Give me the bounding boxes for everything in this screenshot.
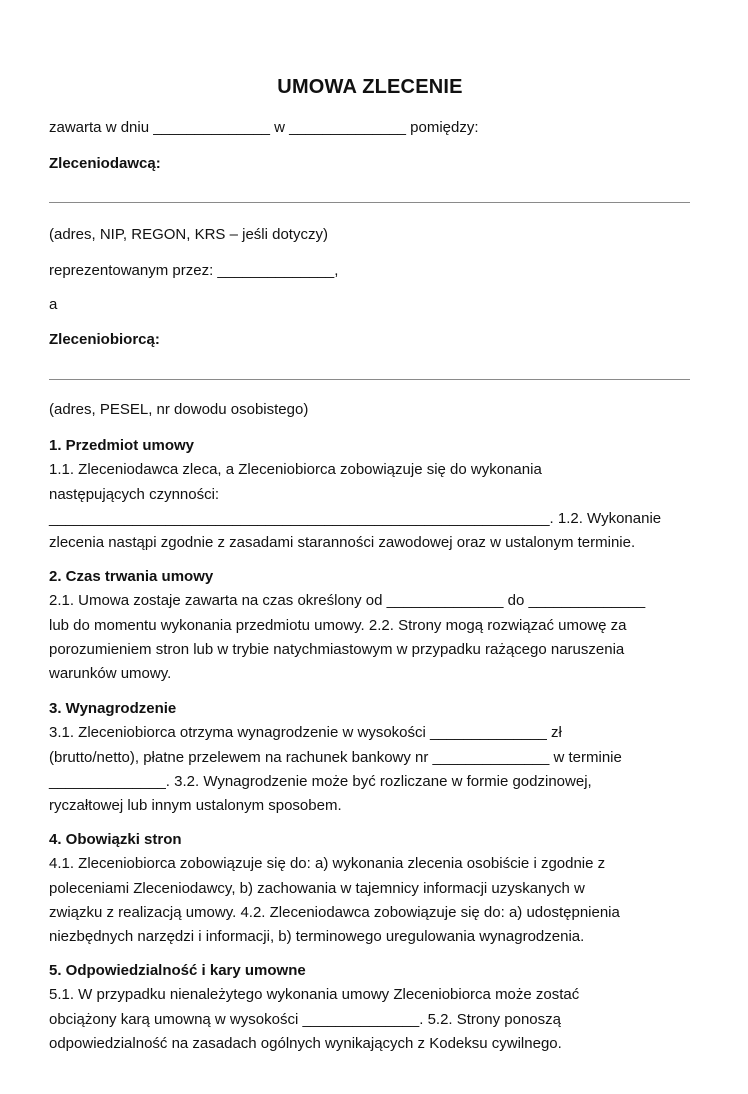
- section-line: lub do momentu wykonania przedmiotu umowy. 2.2. Strony mogą rozwiązać umowę za: [49, 616, 627, 634]
- section-line: ______________. 3.2. Wynagrodzenie może być rozliczane w formie godzinowej,: [49, 772, 592, 790]
- section-line: ____________________________________________________________. 1.2. Wykonanie: [49, 509, 662, 527]
- section-heading: 3. Wynagrodzenie: [49, 700, 177, 717]
- section-line: warunków umowy.: [49, 665, 172, 683]
- section-odpowiedzialnosc: [49, 959, 699, 1056]
- represented-by-line: reprezentowanym przez: ______________,: [49, 262, 339, 279]
- section-line: poleceniami Zleceniodawcy, b) zachowania w tajemnicy informacji uzyskanych w: [49, 879, 585, 897]
- contractor-details: (adres, PESEL, nr dowodu osobistego): [49, 401, 309, 418]
- section-heading: 4. Obowiązki stron: [49, 831, 182, 848]
- client-details: (adres, NIP, REGON, KRS – jeśli dotyczy): [49, 226, 328, 243]
- section-line: 4.1. Zleceniobiorca zobowiązuje się do: a) wykonania zlecenia osobiście i zgodnie z: [49, 855, 606, 873]
- section-przedmiot-umowy: [49, 434, 699, 555]
- client-label: Zleceniodawcą:: [49, 155, 161, 172]
- section-line: (brutto/netto), płatne przelewem na rachunek bankowy nr ______________ w terminie: [49, 748, 622, 766]
- intro-line: zawarta w dniu ______________ w ______________ pomiędzy:: [49, 119, 479, 136]
- section-line: odpowiedzialność na zasadach ogólnych wynikających z Kodeksu cywilnego.: [49, 1034, 562, 1052]
- section-line: porozumieniem stron lub w trybie natychmiastowym w przypadku rażącego naruszenia: [49, 640, 625, 658]
- section-line: 5.1. W przypadku nienależytego wykonania umowy Zleceniobiorca może zostać: [49, 986, 580, 1004]
- section-heading: 1. Przedmiot umowy: [49, 437, 195, 454]
- section-line: 1.1. Zleceniodawca zleca, a Zleceniobiorca zobowiązuje się do wykonania: [49, 461, 542, 479]
- section-line: obciążony karą umowną w wysokości ______________. 5.2. Strony ponoszą: [49, 1010, 561, 1028]
- section-line: niezbędnych narzędzi i informacji, b) terminowego uregulowania wynagrodzenia.: [49, 928, 585, 946]
- contractor-label: Zleceniobiorcą:: [49, 331, 160, 348]
- and-word: a: [49, 296, 58, 313]
- section-line: zlecenia nastąpi zgodnie z zasadami staranności zawodowej oraz w ustalonym terminie.: [49, 534, 636, 552]
- section-line: 3.1. Zleceniobiorca otrzyma wynagrodzenie w wysokości ______________ zł: [49, 724, 562, 742]
- section-line: następujących czynności:: [49, 485, 220, 503]
- contractor-signature-line: [49, 379, 690, 380]
- section-wynagrodzenie: [49, 697, 699, 818]
- section-line: związku z realizacją umowy. 4.2. Zleceniodawca zobowiązuje się do: a) udostępnienia: [49, 903, 620, 921]
- document-title: UMOWA ZLECENIE: [277, 76, 463, 98]
- section-heading: 2. Czas trwania umowy: [49, 568, 214, 585]
- section-obowiazki-stron: [49, 828, 699, 949]
- client-signature-line: [49, 202, 690, 203]
- section-heading: 5. Odpowiedzialność i kary umowne: [49, 962, 306, 979]
- section-czas-trwania: [49, 565, 699, 686]
- section-line: 2.1. Umowa zostaje zawarta na czas określony od ______________ do ______________: [49, 592, 646, 610]
- section-line: ryczałtowej lub innym ustalonym sposobem.: [49, 797, 342, 815]
